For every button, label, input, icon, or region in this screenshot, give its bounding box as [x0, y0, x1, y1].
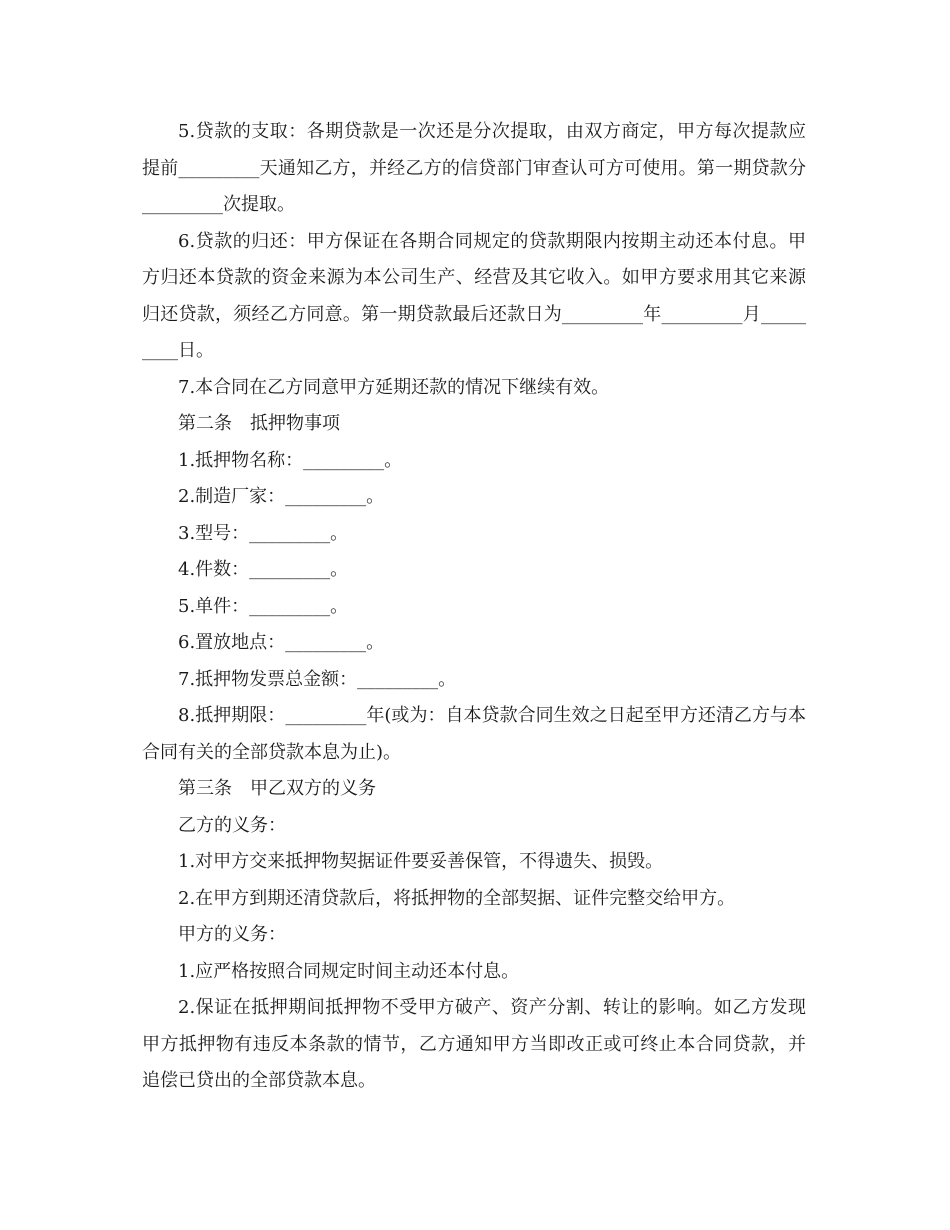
clause-extension-validity: 7.本合同在乙方同意甲方延期还款的情况下继续有效。 [178, 376, 610, 398]
collateral-location: 6.置放地点：_________。 [178, 632, 385, 653]
party-a-obligation-1: 1.应严格按照合同规定时间主动还本付息。 [178, 960, 520, 982]
party-b-obligations-heading: 乙方的义务： [178, 814, 286, 836]
party-a-obligation-2: 2.保证在抵押期间抵押物不受甲方破产、资产分割、转让的影响。如乙方发现甲方抵押物有违反本条款的情节，乙方通知甲方当即改正或可终止本合同贷款，并追偿已贷出的全部贷款本息。 [142, 997, 806, 1091]
clause-loan-withdrawal: 5.贷款的支取：各期贷款是一次还是分次提取，由双方商定，甲方每次提款应提前_________天通知乙方，并经乙方的信贷部门审查认可方可使用。第一期贷款分_________次提取。 [142, 121, 806, 215]
collateral-quantity: 4.件数：_________。 [178, 559, 349, 580]
collateral-name: 1.抵押物名称：_________。 [178, 449, 403, 471]
collateral-unit: 5.单件：_________。 [178, 595, 349, 617]
article-3-heading: 第三条 甲乙双方的义务 [178, 778, 376, 799]
clause-loan-repayment: 6.贷款的归还：甲方保证在各期合同规定的贷款期限内按期主动还本付息。甲方归还本贷款的资金来源为本公司生产、经营及其它收入。如甲方要求用其它来源归还贷款，须经乙方同意。第一期贷款最后还款日为_________年_________月_________日。 [142, 230, 806, 361]
collateral-manufacturer: 2.制造厂家：_________。 [178, 486, 385, 507]
collateral-term: 8.抵押期限：_________年(或为：自本贷款合同生效之日起至甲方还清乙方与本合同有关的全部贷款本息为止)。 [142, 705, 806, 763]
party-b-obligation-2: 2.在甲方到期还清贷款后，将抵押物的全部契据、证件完整交给甲方。 [178, 887, 736, 909]
party-a-obligations-heading: 甲方的义务： [178, 924, 286, 945]
collateral-invoice-amount: 7.抵押物发票总金额：_________。 [178, 668, 457, 690]
party-b-obligation-1: 1.对甲方交来抵押物契据证件要妥善保管，不得遗失、损毁。 [178, 851, 664, 872]
collateral-model: 3.型号：_________。 [178, 522, 349, 544]
article-2-heading: 第二条 抵押物事项 [178, 413, 340, 434]
document-body [142, 114, 806, 1100]
